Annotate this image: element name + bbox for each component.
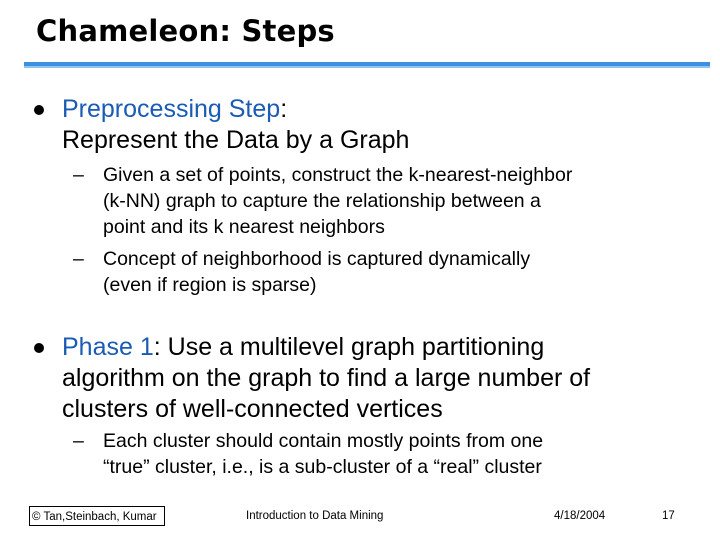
footer-course-title: Introduction to Data Mining bbox=[246, 510, 384, 522]
bullet-line: Represent the Data by a Graph bbox=[62, 126, 410, 154]
bullet-line bbox=[62, 332, 702, 363]
subbullet-line: (k-NN) graph to capture the relationship between a bbox=[103, 190, 541, 212]
footer-author: © Tan,Steinbach, Kumar bbox=[29, 506, 165, 526]
bullet-dot-icon bbox=[34, 105, 44, 115]
bullet-line: clusters of well-connected vertices bbox=[62, 395, 443, 423]
subbullet-line: “true” cluster, i.e., is a sub-cluster of a “real” cluster bbox=[103, 456, 542, 478]
subbullet-line: (even if region is sparse) bbox=[103, 274, 317, 296]
subbullet-neighborhood bbox=[73, 246, 703, 298]
subbullet-knn-graph bbox=[73, 162, 703, 240]
subbullet-line: Concept of neighborhood is captured dynamically bbox=[103, 248, 531, 270]
bullet-line: algorithm on the graph to find a large number of bbox=[62, 364, 591, 392]
dash-marker: – bbox=[73, 164, 84, 186]
dash-marker: – bbox=[73, 430, 84, 452]
footer-page-number: 17 bbox=[662, 510, 675, 522]
slide-title: Chameleon: Steps bbox=[36, 14, 335, 48]
subbullet-line: Given a set of points, construct the k-nearest-neighbor bbox=[103, 164, 573, 186]
subbullet-cluster-contents bbox=[73, 428, 703, 480]
title-divider bbox=[24, 62, 710, 68]
bullet-rest: : Use a multilevel graph partitioning bbox=[153, 333, 545, 361]
subbullet-line: point and its k nearest neighbors bbox=[103, 216, 385, 238]
footer-date: 4/18/2004 bbox=[554, 510, 606, 522]
bullet-heading: Phase 1 bbox=[62, 333, 154, 361]
bullet-dot-icon bbox=[34, 343, 44, 353]
subbullet-line: Each cluster should contain mostly points from one bbox=[103, 430, 544, 452]
bullet-phase-1 bbox=[62, 332, 702, 425]
bullet-line bbox=[62, 94, 702, 125]
bullet-heading-colon: : bbox=[280, 95, 288, 123]
bullet-heading: Preprocessing Step bbox=[62, 95, 281, 123]
dash-marker: – bbox=[73, 248, 84, 270]
bullet-preprocessing-step bbox=[62, 94, 702, 156]
